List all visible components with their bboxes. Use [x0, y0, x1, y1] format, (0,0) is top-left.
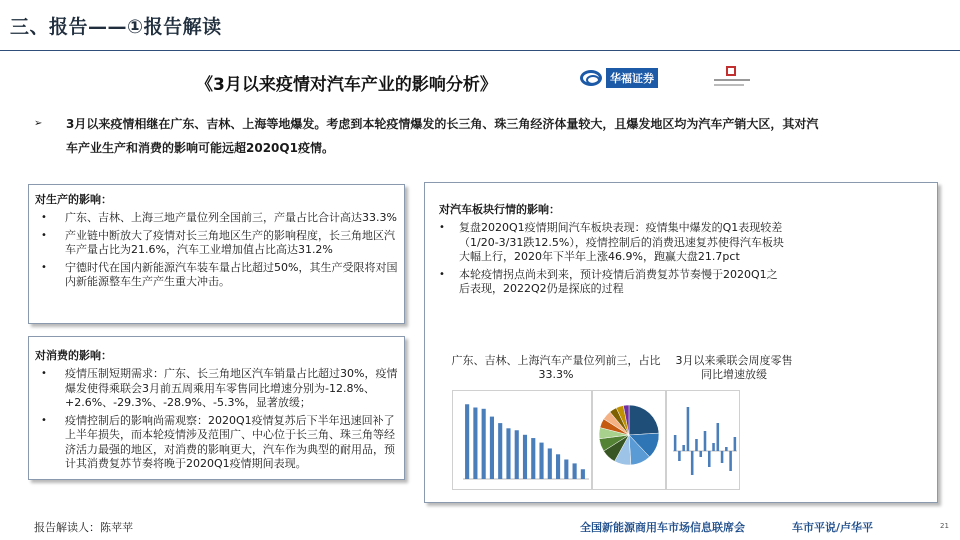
sector-bullet: • 复盘2020Q1疫情期间汽车板块表现：疫情集中爆发的Q1表现较差（1/20-3/31跌12.5%），疫情控制后的消费迅速复苏使得汽车板块大幅上行，2020年下半年上涨46.9%，跑赢大盘21.7pct [439, 221, 785, 265]
footer-column: 车市平说/卢华平 [792, 521, 874, 534]
bar [721, 451, 724, 463]
bar [687, 407, 690, 451]
bar [564, 460, 568, 480]
consumption-impact-panel [28, 336, 405, 480]
consumption-bullet: • 疫情压制短期需求：广东、长三角地区汽车销量占比超过30%，疫情爆发使得乘联会3月前五周乘用车零售同比增速分别为-12.8%、+2.6%、-29.3%、-28.9%、-5.3%，显著放缓； [35, 367, 398, 411]
production-impact-panel [28, 184, 405, 324]
bar [515, 430, 519, 479]
bar [725, 447, 728, 451]
huafu-logo [580, 66, 672, 90]
bar [691, 451, 694, 475]
huafu-logo-icon [580, 70, 602, 86]
retail-bar-svg [667, 391, 741, 491]
consumption-impact-title: 对消费的影响： [35, 349, 112, 362]
intro-paragraph [30, 112, 830, 160]
bar [490, 417, 494, 479]
bar [473, 408, 477, 480]
retail-growth-bar-chart [666, 390, 740, 490]
bar [695, 439, 698, 451]
production-bar-svg [453, 391, 593, 491]
intro-text: 3月以来疫情相继在广东、吉林、上海等地爆发。考虑到本轮疫情爆发的长三角、珠三角经济体量较大，且爆发地区均为汽车产销大区，其对汽车产业生产和消费的影响可能远超2020Q1疫情。 [66, 117, 819, 155]
production-impact-title: 对生产的影响： [35, 193, 112, 206]
production-pie-svg [593, 391, 667, 491]
consumption-bullet: • 疫情控制后的影响尚需观察：2020Q1疫情复苏后下半年迅速回补了上半年损失，而本轮疫情涉及范围广、中心位于长三角、珠三角等经济活力最强的地区，对消费的影响更大，汽车作为典型的耐用品，预计其消费复苏节奏将晚于2020Q1疫情期间表现。 [35, 414, 398, 472]
bar [704, 431, 707, 451]
section-title: 三、报告——①报告解读 [10, 16, 222, 38]
bar [465, 404, 469, 479]
production-share-bar-chart [452, 390, 592, 490]
bar [717, 423, 720, 451]
bar [708, 451, 711, 467]
bar [682, 445, 685, 451]
arrow-bullet-icon: ➢ [34, 118, 43, 129]
pie-slice [629, 405, 659, 435]
bar [523, 435, 527, 479]
report-title: 《3月以来疫情对汽车产业的影响分析》 [196, 75, 497, 95]
production-chart-caption: 广东、吉林、上海汽车产量位列前三，占比33.3% [451, 354, 661, 381]
bar [734, 437, 737, 451]
retail-chart-caption: 3月以来乘联会周度零售同比增速放缓 [675, 354, 793, 381]
bar [531, 438, 535, 479]
page-number: 21 [940, 522, 949, 530]
production-bullet: • 产业链中断放大了疫情对长三角地区生产的影响程度，长三角地区汽车产量占比为21.6%，汽车工业增加值占比高达31.2% [35, 229, 398, 258]
bar [699, 451, 702, 457]
cpca-logo-icon [712, 66, 752, 90]
bar [548, 448, 552, 479]
bar [506, 428, 510, 479]
sector-bullet: • 本轮疫情拐点尚未到来，预计疫情后消费复苏节奏慢于2020Q1之后表现，2022Q2仍是探底的过程 [439, 268, 785, 297]
report-reader: 报告解读人：陈苹苹 [34, 521, 133, 534]
bar [729, 451, 732, 471]
bar [712, 443, 715, 451]
bar [573, 463, 577, 479]
bar [581, 469, 585, 479]
bar [556, 454, 560, 479]
bar [674, 435, 677, 451]
bar [539, 443, 543, 479]
bar [482, 409, 486, 479]
bar [678, 451, 681, 461]
production-share-pie-chart [592, 390, 666, 490]
sector-impact-title: 对汽车板块行情的影响： [439, 203, 560, 216]
footer-organization: 全国新能源商用车市场信息联席会 [580, 521, 745, 534]
production-bullet: • 广东、吉林、上海三地产量位列全国前三，产量占比合计高达33.3% [35, 211, 398, 226]
bar [498, 423, 502, 479]
huafu-logo-text: 华福证券 [606, 68, 658, 88]
header-divider [0, 50, 960, 51]
production-bullet: • 宁德时代在国内新能源汽车装车量占比超过50%，其生产受限将对国内新能源整车生产产生重大冲击。 [35, 261, 398, 290]
